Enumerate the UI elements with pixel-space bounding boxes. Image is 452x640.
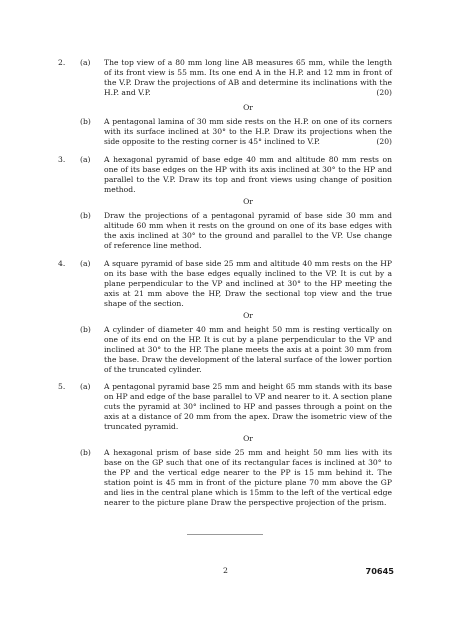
question-number: 5. (58, 382, 66, 391)
question-text: A pentagonal pyramid base 25 mm and height 65 mm stands with its base on HP and edge of the base parallel to VP and nearer to it. A section plane cuts the pyramid at 30° inclined to HP and passes through a point on the axis at a distance of 20 mm from the apex. Draw the isometric view of the truncated pyramid. (104, 382, 392, 431)
part-label: (a) (80, 259, 91, 268)
part-label: (b) (80, 448, 91, 457)
part-label: (b) (80, 117, 91, 126)
part-label: (a) (80, 155, 91, 164)
question-number: 3. (58, 155, 66, 164)
marks: (20) (376, 137, 392, 146)
or-separator: Or (243, 434, 253, 443)
or-separator: Or (243, 311, 253, 320)
or-separator: Or (243, 197, 253, 206)
question-text: Draw the projections of a pentagonal pyramid of base side 30 mm and altitude 60 mm when it rests on the ground on one of its base edges with the axis inclined at 30° to the ground and parallel to the VP. Use change of reference line method. (104, 211, 392, 250)
question-number: 4. (58, 259, 66, 268)
paper-code: 70645 (365, 566, 394, 576)
marks: (20) (376, 88, 392, 97)
or-separator: Or (243, 103, 253, 112)
question-text: A hexagonal prism of base side 25 mm and height 50 mm lies with its base on the GP such that one of its rectangular faces is inclined at 30° to the PP and the vertical edge nearer to the PP is 15 mm behind it. The station point is 45 mm in front of the picture plane 70 mm above the GP and lies in the central plane which is 15mm to the left of the vertical edge nearer to the picture plane Draw the perspective projection of the prism. (104, 448, 392, 507)
part-label: (a) (80, 58, 91, 67)
question-text: A square pyramid of base side 25 mm and altitude 40 mm rests on the HP on its base with the base edges equally inclined to the VP. It is cut by a plane perpendicular to the VP and inclined at 30° to the HP meeting the axis at 21 mm above the HP, Draw the sectional top view and the true shape of the section. (104, 259, 392, 308)
question-number: 2. (58, 58, 66, 67)
question-text: A pentagonal lamina of 30 mm side rests on the H.P. on one of its corners with its surface inclined at 30° to the H.P. Draw its projections when the side opposite to the resting corner is 45° inclined to V.P. (104, 117, 392, 146)
footer-divider (187, 534, 263, 535)
question-text: A cylinder of diameter 40 mm and height 50 mm is resting vertically on one of its end on the HP. It is cut by a plane perpendicular to the VP and inclined at 30° to the HP. The plane meets the axis at a point 30 mm from the base. Draw the development of the lateral surface of the lower portion of the truncated cylinder. (104, 325, 392, 374)
question-text: A hexagonal pyramid of base edge 40 mm and altitude 80 mm rests on one of its base edges on the HP with its axis inclined at 30° to the HP and parallel to the V.P. Draw its top and front views using change of position method. (104, 155, 392, 194)
page-number: 2 (223, 566, 228, 575)
question-text: The top view of a 80 mm long line AB measures 65 mm, while the length of its front view is 55 mm. Its one end A in the H.P. and 12 mm in front of the V.P. Draw the projections of AB and determine its inclinations with the H.P. and V.P. (104, 58, 392, 97)
part-label: (a) (80, 382, 91, 391)
part-label: (b) (80, 211, 91, 220)
part-label: (b) (80, 325, 91, 334)
